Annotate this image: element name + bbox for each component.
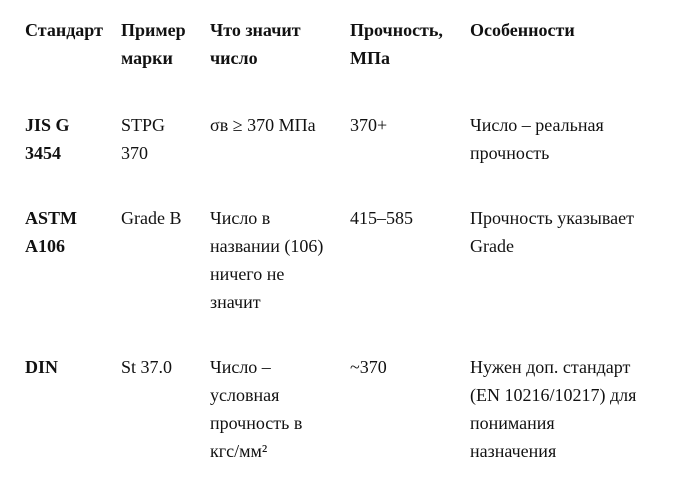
strength-line: 370+ [350,115,388,135]
header-meaning-line: число [210,48,258,68]
grade-line: 370 [121,143,148,163]
row-din-features [470,353,636,465]
row-din-standard [25,353,58,381]
header-strength-line: МПа [350,48,390,68]
grade-line: St 37.0 [121,357,173,377]
header-features-line: Особенности [470,20,575,40]
header-features [470,16,575,44]
standard-line: DIN [25,357,59,377]
header-number-meaning [210,16,301,72]
row-jis-strength [350,111,387,139]
strength-line: 415–585 [350,208,413,228]
row-astm-strength [350,204,413,232]
row-din-strength [350,353,387,381]
standard-line: JIS G [25,115,70,135]
row-astm-grade [121,204,181,232]
header-strength [350,16,443,72]
meaning-line: Число в [210,208,271,228]
header-meaning-line: Что значит [210,20,301,40]
meaning-line: σв ≥ 370 МПа [210,115,316,135]
header-grade-example [121,16,186,72]
standard-line: 3454 [25,143,61,163]
meaning-line: кгс/мм² [210,441,268,461]
row-astm-meaning [210,204,323,316]
header-standard-line: Стандарт [25,20,103,40]
header-standard [25,16,103,44]
meaning-line: названии (106) [210,236,324,256]
features-line: Нужен доп. стандарт [470,357,631,377]
row-jis-features [470,111,604,167]
features-line: Прочность указывает [470,208,635,228]
meaning-line: Число – [210,357,271,377]
meaning-line: значит [210,292,261,312]
header-strength-line: Прочность, [350,20,443,40]
row-jis-grade [121,111,165,167]
row-jis-standard [25,111,70,167]
features-line: (EN 10216/10217) для [470,385,637,405]
header-grade-line: Пример [121,20,186,40]
standard-line: A106 [25,236,65,256]
grade-line: Grade B [121,208,182,228]
header-grade-line: марки [121,48,173,68]
row-astm-features [470,204,634,260]
row-din-grade [121,353,172,381]
row-astm-standard [25,204,77,260]
row-din-meaning [210,353,302,465]
features-line: назначения [470,441,557,461]
strength-line: ~370 [350,357,387,377]
features-line: понимания [470,413,555,433]
row-jis-meaning [210,111,316,139]
meaning-line: прочность в [210,413,303,433]
features-line: Grade [470,236,514,256]
meaning-line: ничего не [210,264,285,284]
meaning-line: условная [210,385,280,405]
grade-line: STPG [121,115,166,135]
features-line: прочность [470,143,550,163]
features-line: Число – реальная [470,115,604,135]
standard-line: ASTM [25,208,78,228]
